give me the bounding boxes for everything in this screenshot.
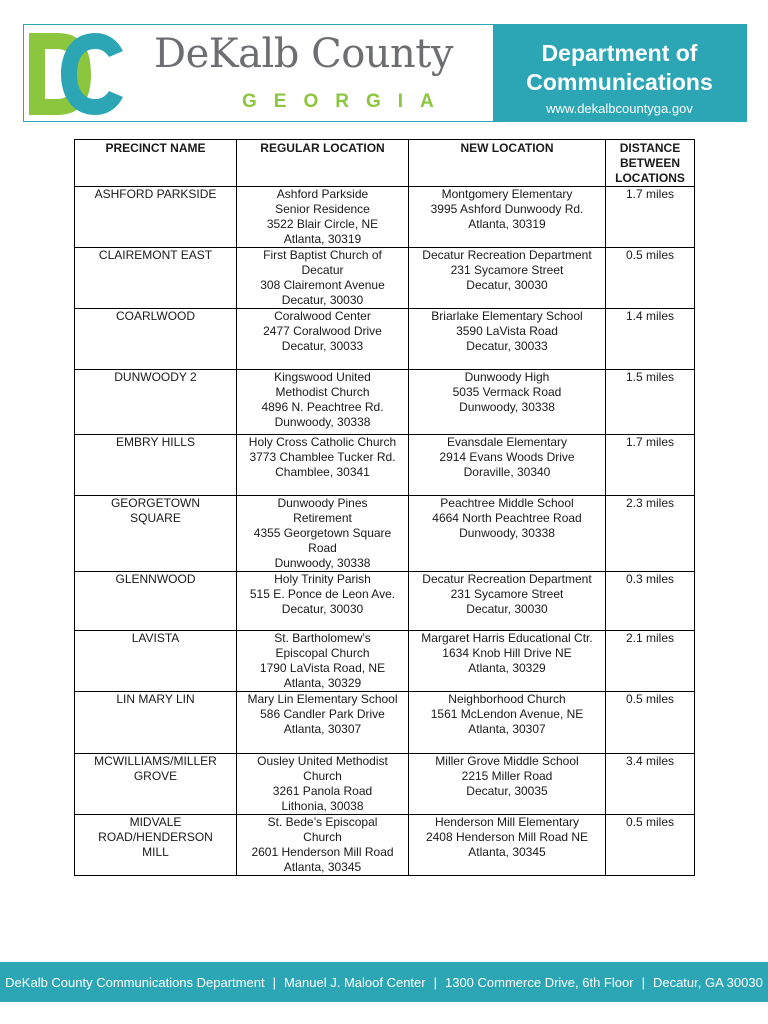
distance-cell: 2.3 miles bbox=[606, 496, 695, 572]
header-regular-location: REGULAR LOCATION bbox=[237, 140, 409, 187]
cell-text-line: Evansdale Elementary bbox=[446, 435, 568, 449]
table-row bbox=[75, 754, 695, 815]
table-row bbox=[75, 435, 695, 496]
cell-text-line: COARLWOOD bbox=[115, 309, 196, 323]
department-banner bbox=[493, 25, 746, 121]
table-row bbox=[75, 496, 695, 572]
regular-location-cell bbox=[237, 309, 409, 370]
header-distance-line: LOCATIONS bbox=[615, 171, 685, 185]
regular-location-cell bbox=[237, 631, 409, 692]
footer-separator: | bbox=[433, 974, 437, 990]
cell-text-line: ASHFORD PARKSIDE bbox=[94, 187, 217, 201]
cell-text-line: GROVE bbox=[133, 769, 178, 783]
cell-text-line: Church bbox=[303, 830, 342, 844]
regular-location-cell bbox=[237, 435, 409, 496]
cell-text-line: Church bbox=[303, 769, 342, 783]
distance-cell: 0.5 miles bbox=[606, 815, 695, 876]
precinct-name-cell bbox=[75, 815, 237, 876]
cell-text-line: 1561 McLendon Avenue, NE bbox=[430, 707, 584, 721]
table-row bbox=[75, 572, 695, 631]
cell-text-line: Ashford Parkside bbox=[276, 187, 369, 201]
cell-text-line: Atlanta, 30319 bbox=[468, 217, 546, 231]
cell-text-line: Miller Grove Middle School bbox=[435, 754, 579, 768]
table-row bbox=[75, 309, 695, 370]
precinct-name-cell bbox=[75, 187, 237, 248]
cell-text-line: Decatur, 30033 bbox=[281, 339, 364, 353]
cell-text-line: EMBRY HILLS bbox=[116, 435, 195, 449]
distance-cell: 1.4 miles bbox=[606, 309, 695, 370]
cell-text-line: Retirement bbox=[293, 511, 352, 525]
cell-text-line: LIN MARY LIN bbox=[116, 692, 195, 706]
cell-text-line: 2215 Miller Road bbox=[461, 769, 553, 783]
new-location-cell bbox=[409, 370, 606, 435]
cell-text-line: Atlanta, 30329 bbox=[283, 676, 362, 690]
regular-location-cell bbox=[237, 187, 409, 248]
new-location-cell bbox=[409, 754, 606, 815]
distance-cell: 0.3 miles bbox=[606, 572, 695, 631]
header-distance-line: DISTANCE bbox=[619, 141, 681, 155]
cell-text-line: Decatur bbox=[301, 263, 344, 277]
cell-text-line: 3522 Blair Circle, NE bbox=[266, 217, 379, 231]
table-row bbox=[75, 815, 695, 876]
precinct-name-cell bbox=[75, 631, 237, 692]
footer-city: Decatur, GA 30030 bbox=[652, 974, 763, 990]
footer-separator: | bbox=[641, 974, 645, 990]
cell-text-line: MIDVALE bbox=[129, 815, 182, 829]
cell-text-line: Holy Trinity Parish bbox=[274, 572, 371, 586]
regular-location-cell bbox=[237, 496, 409, 572]
cell-text-line: Margaret Harris Educational Ctr. bbox=[421, 631, 593, 645]
cell-text-line: Ousley United Methodist bbox=[257, 754, 388, 768]
cell-text-line: 586 Candler Park Drive bbox=[260, 707, 385, 721]
cell-text-line: LAVISTA bbox=[131, 631, 180, 645]
cell-text-line: ROAD/HENDERSON bbox=[98, 830, 213, 844]
distance-cell: 1.5 miles bbox=[606, 370, 695, 435]
precinct-name-cell bbox=[75, 496, 237, 572]
cell-text-line: Decatur, 30030 bbox=[281, 293, 364, 307]
new-location-cell bbox=[409, 631, 606, 692]
new-location-cell bbox=[409, 248, 606, 309]
regular-location-cell bbox=[237, 754, 409, 815]
new-location-cell bbox=[409, 309, 606, 370]
header-distance bbox=[606, 140, 695, 187]
cell-text-line: 4896 N. Peachtree Rd. bbox=[261, 400, 384, 414]
distance-cell: 1.7 miles bbox=[606, 435, 695, 496]
cell-text-line: 231 Sycamore Street bbox=[450, 587, 564, 601]
table-row bbox=[75, 631, 695, 692]
regular-location-cell bbox=[237, 370, 409, 435]
distance-cell: 2.1 miles bbox=[606, 631, 695, 692]
cell-text-line: First Baptist Church of bbox=[263, 248, 382, 262]
cell-text-line: Dunwoody, 30338 bbox=[459, 400, 555, 414]
cell-text-line: 2914 Evans Woods Drive bbox=[439, 450, 575, 464]
header-precinct-name: PRECINCT NAME bbox=[75, 140, 237, 187]
department-website: www.dekalbcountyga.gov bbox=[546, 101, 693, 116]
cell-text-line: Road bbox=[308, 541, 337, 555]
regular-location-cell bbox=[237, 572, 409, 631]
cell-text-line: Atlanta, 30345 bbox=[468, 845, 546, 859]
cell-text-line: Lithonia, 30038 bbox=[281, 799, 364, 813]
cell-text-line: 515 E. Ponce de Leon Ave. bbox=[249, 587, 396, 601]
cell-text-line: Dunwoody, 30338 bbox=[274, 415, 371, 429]
footer-building: Manuel J. Maloof Center bbox=[283, 974, 426, 990]
cell-text-line: Atlanta, 30319 bbox=[283, 232, 362, 246]
cell-text-line: Montgomery Elementary bbox=[441, 187, 573, 201]
table-row bbox=[75, 692, 695, 754]
precinct-name-cell bbox=[75, 248, 237, 309]
precinct-relocation-table bbox=[74, 139, 695, 876]
cell-text-line: 3590 LaVista Road bbox=[456, 324, 558, 338]
cell-text-line: Decatur, 30030 bbox=[281, 602, 364, 616]
cell-text-line: Decatur, 30035 bbox=[466, 784, 548, 798]
dc-logo-icon bbox=[27, 31, 125, 117]
cell-text-line: 231 Sycamore Street bbox=[450, 263, 564, 277]
cell-text-line: GEORGETOWN bbox=[110, 496, 201, 510]
cell-text-line: 2477 Coralwood Drive bbox=[263, 324, 382, 338]
cell-text-line: Mary Lin Elementary School bbox=[247, 692, 398, 706]
cell-text-line: Decatur Recreation Department bbox=[422, 572, 592, 586]
cell-text-line: Atlanta, 30329 bbox=[468, 661, 546, 675]
precinct-name-cell bbox=[75, 572, 237, 631]
cell-text-line: Atlanta, 30307 bbox=[468, 722, 546, 736]
cell-text-line: Chamblee, 30341 bbox=[275, 465, 370, 479]
table-body bbox=[75, 187, 695, 876]
cell-text-line: SQUARE bbox=[130, 511, 181, 525]
footer-bar bbox=[0, 962, 768, 1002]
cell-text-line: Methodist Church bbox=[275, 385, 370, 399]
cell-text-line: Neighborhood Church bbox=[448, 692, 566, 706]
cell-text-line: 3773 Chamblee Tucker Rd. bbox=[249, 450, 396, 464]
cell-text-line: Atlanta, 30345 bbox=[283, 860, 362, 874]
cell-text-line: Briarlake Elementary School bbox=[431, 309, 583, 323]
cell-text-line: Dunwoody Pines bbox=[277, 496, 368, 510]
department-title-line1: Department of bbox=[541, 40, 698, 66]
precinct-name-cell bbox=[75, 692, 237, 754]
county-name: DeKalb County bbox=[154, 31, 453, 77]
regular-location-cell bbox=[237, 248, 409, 309]
distance-cell: 0.5 miles bbox=[606, 248, 695, 309]
regular-location-cell bbox=[237, 692, 409, 754]
precinct-name-cell bbox=[75, 754, 237, 815]
cell-text-line: Dunwoody High bbox=[464, 370, 550, 384]
cell-text-line: 3995 Ashford Dunwoody Rd. bbox=[430, 202, 584, 216]
county-wordmark bbox=[128, 25, 473, 121]
cell-text-line: 1790 LaVista Road, NE bbox=[259, 661, 386, 675]
new-location-cell bbox=[409, 187, 606, 248]
regular-location-cell bbox=[237, 815, 409, 876]
cell-text-line: DUNWOODY 2 bbox=[114, 370, 197, 384]
new-location-cell bbox=[409, 435, 606, 496]
cell-text-line: GLENNWOOD bbox=[115, 572, 196, 586]
cell-text-line: Kingswood United bbox=[274, 370, 371, 384]
cell-text-line: St. Bartholomew’s bbox=[274, 631, 371, 645]
cell-text-line: Decatur Recreation Department bbox=[422, 248, 592, 262]
cell-text-line: Coralwood Center bbox=[274, 309, 371, 323]
cell-text-line: MILL bbox=[142, 845, 169, 859]
footer-separator: | bbox=[272, 974, 276, 990]
cell-text-line: Henderson Mill Elementary bbox=[434, 815, 580, 829]
cell-text-line: 5035 Vermack Road bbox=[452, 385, 562, 399]
county-logo bbox=[24, 25, 128, 121]
cell-text-line: CLAIREMONT EAST bbox=[98, 248, 213, 262]
cell-text-line: Doraville, 30340 bbox=[463, 465, 551, 479]
cell-text-line: Dunwoody, 30338 bbox=[459, 526, 555, 540]
precinct-name-cell bbox=[75, 435, 237, 496]
header-distance-line: BETWEEN bbox=[620, 156, 680, 170]
cell-text-line: Dunwoody, 30338 bbox=[274, 556, 371, 570]
table-row bbox=[75, 370, 695, 435]
cell-text-line: Peachtree Middle School bbox=[440, 496, 574, 510]
department-title-line2: Communications bbox=[526, 69, 713, 95]
cell-text-line: 308 Clairemont Avenue bbox=[260, 278, 385, 292]
cell-text-line: Atlanta, 30307 bbox=[283, 722, 362, 736]
new-location-cell bbox=[409, 815, 606, 876]
new-location-cell bbox=[409, 692, 606, 754]
distance-cell: 1.7 miles bbox=[606, 187, 695, 248]
footer-department: DeKalb County Communications Department bbox=[5, 974, 265, 990]
cell-text-line: Decatur, 30030 bbox=[466, 278, 548, 292]
distance-cell: 0.5 miles bbox=[606, 692, 695, 754]
cell-text-line: Holy Cross Catholic Church bbox=[248, 435, 397, 449]
cell-text-line: 3261 Panola Road bbox=[272, 784, 373, 798]
state-name: GEORGIA bbox=[242, 91, 451, 112]
table-row bbox=[75, 187, 695, 248]
cell-text-line: 4664 North Peachtree Road bbox=[432, 511, 582, 525]
cell-text-line: 1634 Knob Hill Drive NE bbox=[442, 646, 572, 660]
precinct-name-cell bbox=[75, 370, 237, 435]
cell-text-line: Senior Residence bbox=[275, 202, 370, 216]
distance-cell: 3.4 miles bbox=[606, 754, 695, 815]
header-new-location: NEW LOCATION bbox=[409, 140, 606, 187]
cell-text-line: Decatur, 30033 bbox=[466, 339, 548, 353]
letterhead bbox=[23, 24, 747, 122]
cell-text-line: St. Bede’s Episcopal bbox=[267, 815, 378, 829]
cell-text-line: Episcopal Church bbox=[275, 646, 370, 660]
cell-text-line: 4355 Georgetown Square bbox=[253, 526, 392, 540]
cell-text-line: Decatur, 30030 bbox=[466, 602, 548, 616]
cell-text-line: 2408 Henderson Mill Road NE bbox=[425, 830, 589, 844]
cell-text-line: MCWILLIAMS/MILLER bbox=[94, 754, 217, 768]
cell-text-line: 2601 Henderson Mill Road bbox=[251, 845, 394, 859]
new-location-cell bbox=[409, 572, 606, 631]
precinct-name-cell bbox=[75, 309, 237, 370]
table-row bbox=[75, 248, 695, 309]
table-header-row bbox=[75, 140, 695, 187]
footer-street-address: 1300 Commerce Drive, 6th Floor bbox=[444, 974, 634, 990]
new-location-cell bbox=[409, 496, 606, 572]
